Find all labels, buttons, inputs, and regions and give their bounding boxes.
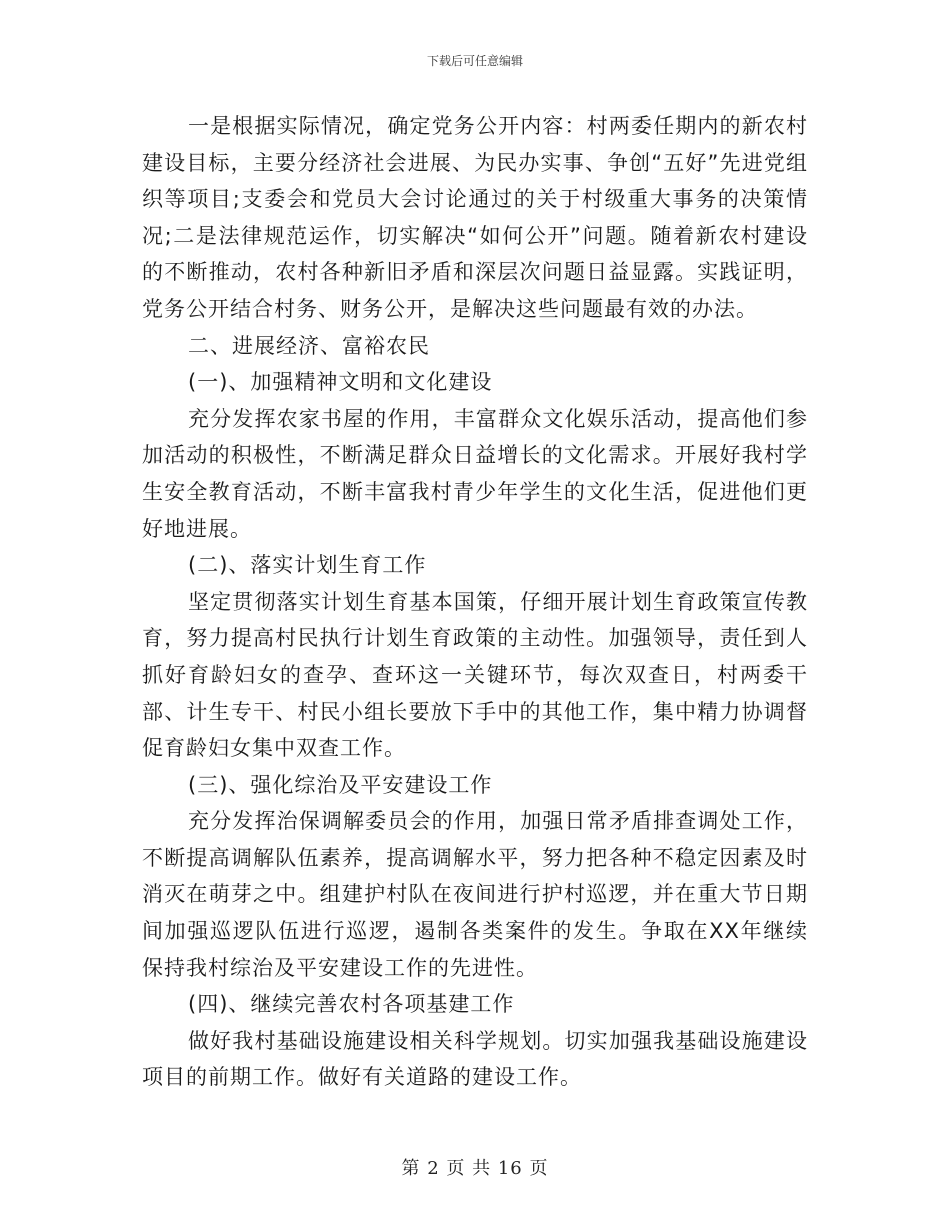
subheading-culture: (一)、加强精神文明和文化建设 <box>188 370 493 395</box>
paragraph-family-planning: 坚定贯彻落实计划生育基本国策，仔细开展计划生育政策宣传教育，努力提高村民执行计划生育政策的主动性。加强领导，责任到人抓好育龄妇女的查孕、查环这一关键环节，每次双查日，村两委干部、计生专干、村民小组长要放下手中的其他工作，集中精力协调督促育龄妇女集中双查工作。 <box>142 589 808 761</box>
document-body <box>142 108 808 1096</box>
header-note: 下载后可任意编辑 <box>426 54 523 68</box>
paragraph-infrastructure: 做好我村基础设施建设相关科学规划。切实加强我基础设施建设项目的前期工作。做好有关道路的建设工作。 <box>142 1028 808 1090</box>
paragraph-disclosure-content: 一是根据实际情况，确定党务公开内容：村两委任期内的新农村建设目标，主要分经济社会进展、为民办实事、争创“五好”先进党组织等项目;支委会和党员大会讨论通过的关于村级重大事务的决策情况;二是法律规范运作，切实解决“如何公开”问题。随着新农村建设的不断推动，农村各种新旧矛盾和深层次问题日益显露。实践证明，党务公开结合村务、财务公开，是解决这些问题最有效的办法。 <box>142 114 808 321</box>
paragraph-culture: 充分发挥农家书屋的作用，丰富群众文化娱乐活动，提高他们参加活动的积极性，不断满足群众日益增长的文化需求。开展好我村学生安全教育活动，不断丰富我村青少年学生的文化生活，促进他们更好地进展。 <box>142 406 808 541</box>
subheading-public-security: (三)、强化综治及平安建设工作 <box>188 772 493 797</box>
section-heading-economy: 二、进展经济、富裕农民 <box>188 333 430 358</box>
paragraph-public-security: 充分发挥治保调解委员会的作用，加强日常矛盾排查调处工作，不断提高调解队伍素养，提高调解水平，努力把各种不稳定因素及时消灭在萌芽之中。组建护村队在夜间进行护村巡逻，并在重大节日期间加强巡逻队伍进行巡逻，遏制各类案件的发生。争取在XX年继续保持我村综治及平安建设工作的先进性。 <box>142 809 808 980</box>
subheading-infrastructure: (四)、继续完善农村各项基建工作 <box>188 992 515 1017</box>
subheading-family-planning: (二)、落实计划生育工作 <box>188 553 427 578</box>
page-number: 第 2 页 共 16 页 <box>401 1158 549 1179</box>
